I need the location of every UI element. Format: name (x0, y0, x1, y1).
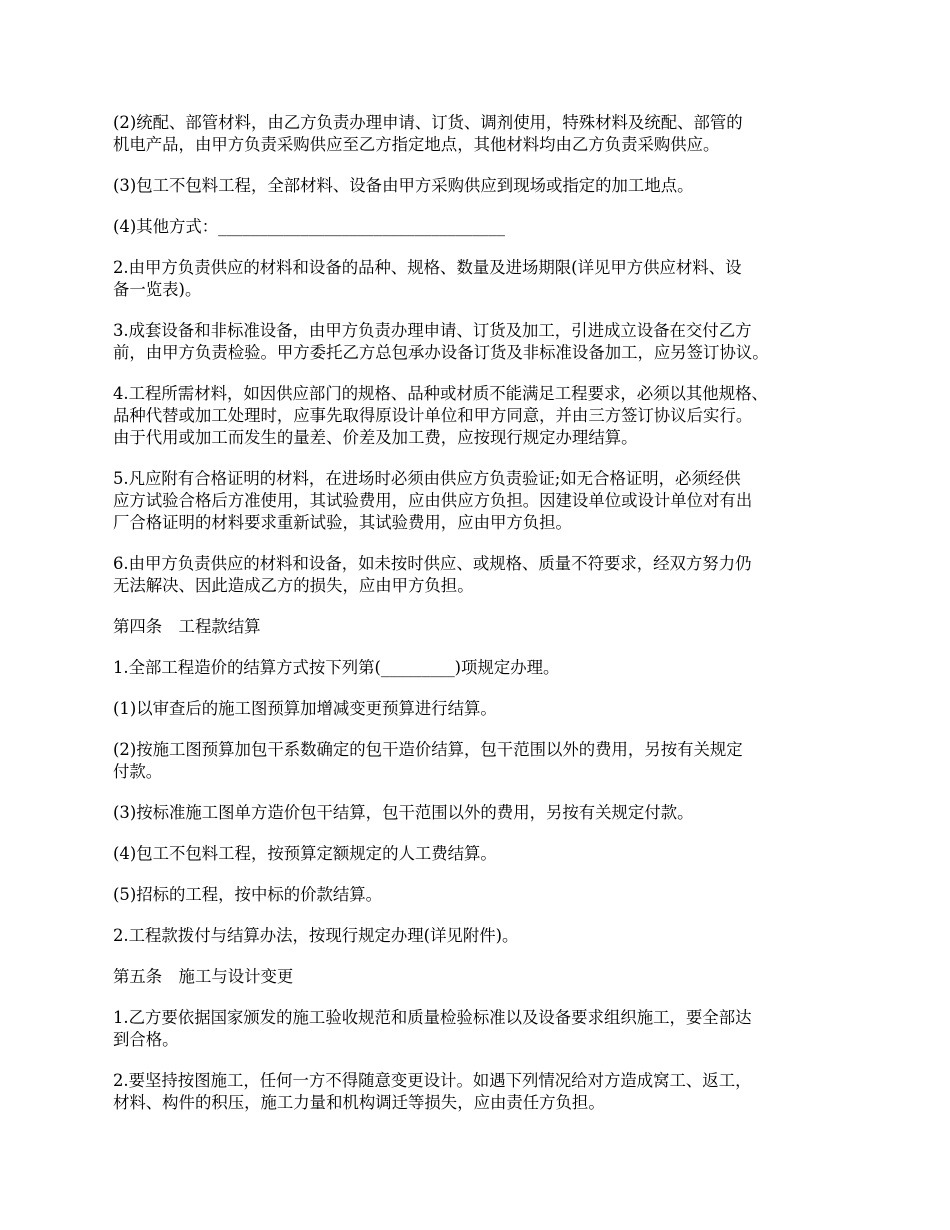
paragraph-line: 机电产品，由甲方负责采购供应至乙方指定地点，其他材料均由乙方负责采购供应。 (113, 135, 720, 154)
paragraph-line: 2.要坚持按图施工，任何一方不得随意变更设计。如遇下列情况给对方造成窝工、返工， (113, 1071, 752, 1090)
paragraph-line: 厂合格证明的材料要求重新试验，其试验费用，应由甲方负担。 (113, 513, 572, 532)
paragraph-line: 到合格。 (113, 1030, 179, 1049)
paragraph (113, 553, 855, 597)
paragraph (113, 383, 855, 449)
paragraph-line: 前，由甲方负责检验。甲方委托乙方总包承办设备订货及非标准设备加工，应另签订协议。 (113, 343, 769, 362)
paragraph-line: 1.乙方要依据国家颁发的施工验收规范和质量检验标准以及设备要求组织施工，要全部达 (113, 1008, 752, 1027)
paragraph-line: 备一览表)。 (113, 280, 202, 299)
paragraph-line: (3)按标准施工图单方造价包干结算，包干范围以外的费用，另按有关规定付款。 (113, 803, 694, 822)
paragraph-line: 由于代用或加工而发生的量差、价差及加工费，应按现行规定办理结算。 (113, 428, 638, 447)
paragraph (113, 884, 855, 906)
paragraph (113, 1007, 855, 1051)
paragraph-line: 3.成套设备和非标准设备，由甲方负责办理申请、订货及加工，引进成立设备在交付乙方 (113, 321, 752, 340)
paragraph (113, 616, 855, 638)
paragraph (113, 925, 855, 947)
document-body (113, 112, 855, 1133)
paragraph-line: 第四条 工程款结算 (113, 617, 261, 636)
paragraph (113, 802, 855, 824)
paragraph (113, 320, 855, 364)
paragraph-line: 4.工程所需材料，如因供应部门的规格、品种或材质不能满足工程要求，必须以其他规格、 (113, 384, 768, 403)
paragraph-line: (2)统配、部管材料，由乙方负责办理申请、订货、调剂使用，特殊材料及统配、部管的 (113, 113, 743, 132)
paragraph (113, 1070, 855, 1114)
paragraph-line: 6.由甲方负责供应的材料和设备，如未按时供应、或规格、质量不符要求，经双方努力仍 (113, 554, 752, 573)
paragraph (113, 698, 855, 720)
paragraph-line: (3)包工不包料工程，全部材料、设备由甲方采购供应到现场或指定的加工地点。 (113, 176, 694, 195)
paragraph-line: (1)以审查后的施工图预算加增减变更预算进行结算。 (113, 699, 497, 718)
paragraph (113, 112, 855, 156)
paragraph-line: 材料、构件的积压，施工力量和机构调迁等损失，应由责任方负担。 (113, 1093, 605, 1112)
paragraph-line: (4)其他方式：___________________________________ (113, 217, 506, 236)
paragraph (113, 843, 855, 865)
paragraph-line: (4)包工不包料工程，按预算定额规定的人工费结算。 (113, 844, 497, 863)
paragraph-line: 2.由甲方负责供应的材料和设备的品种、规格、数量及进场期限(详见甲方供应材料、设 (113, 258, 742, 277)
paragraph-line: (5)招标的工程，按中标的价款结算。 (113, 885, 383, 904)
paragraph-line: 应方试验合格后方准使用，其试验费用，应由供应方负担。因建设单位或设计单位对有出 (113, 491, 753, 510)
paragraph (113, 216, 855, 238)
paragraph-line: 付款。 (113, 762, 163, 781)
paragraph-line: (2)按施工图预算加包干系数确定的包干造价结算，包干范围以外的费用，另按有关规定 (113, 740, 743, 759)
paragraph (113, 468, 855, 534)
paragraph-line: 5.凡应附有合格证明的材料，在进场时必须由供应方负责验证;如无合格证明，必须经供 (113, 469, 741, 488)
paragraph (113, 739, 855, 783)
paragraph-line: 2.工程款拨付与结算办法，按现行规定办理(详见附件)。 (113, 926, 519, 945)
paragraph-line: 品种代替或加工处理时，应事先取得原设计单位和甲方同意，并由三方签订协议后实行。 (113, 406, 753, 425)
paragraph (113, 657, 855, 679)
paragraph (113, 175, 855, 197)
paragraph-line: 1.全部工程造价的结算方式按下列第(_________)项规定办理。 (113, 658, 560, 677)
paragraph (113, 257, 855, 301)
paragraph-line: 第五条 施工与设计变更 (113, 967, 294, 986)
paragraph (113, 966, 855, 988)
paragraph-line: 无法解决、因此造成乙方的损失，应由甲方负担。 (113, 576, 474, 595)
